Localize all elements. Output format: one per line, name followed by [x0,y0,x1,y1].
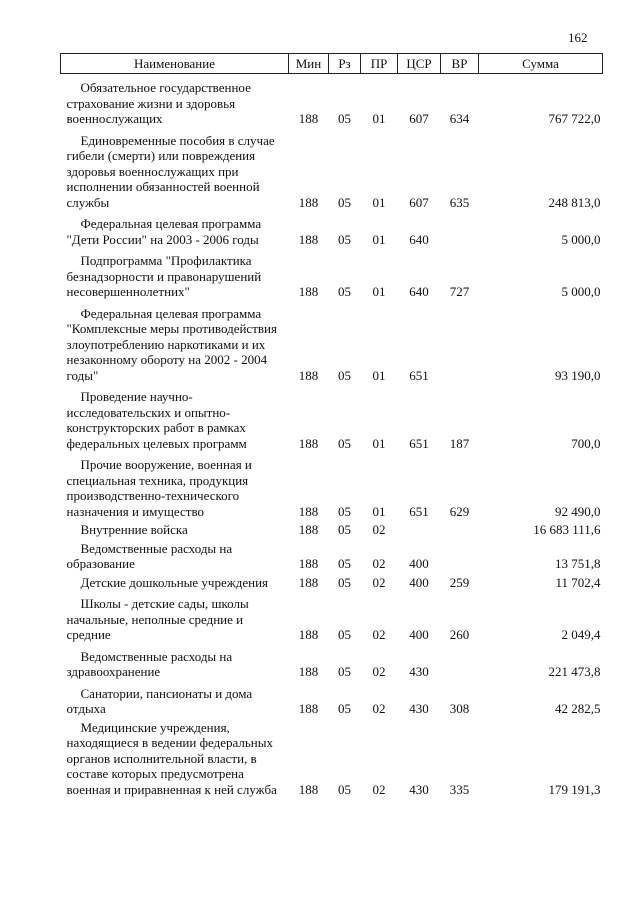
row-min: 188 [298,111,319,126]
row-csr: 640 [409,231,429,247]
header-vr: ВР [441,54,479,74]
row-min: 188 [298,664,319,679]
row-csr: 607 [409,111,429,126]
row-sum: 93 190,0 [555,367,601,383]
row-rz: 05 [338,111,351,126]
row-name: Ведомственные расходы на здравоохранение [66,648,233,679]
row-pr: 02 [372,522,386,537]
row-name: Единовременные пособия в случае гибели (смерти) или повреждения здоровья военнослужащих при исполнении обязанностей военной службы [66,132,275,210]
row-vr [441,519,479,538]
row-pr: 02 [372,664,386,679]
row-csr: 651 [409,503,429,519]
header-csr: ЦСР [398,54,441,74]
row-sum: 5 000,0 [561,231,601,247]
row-sum: 42 282,5 [555,701,601,716]
row-sum: 13 751,8 [555,556,601,571]
row-rz: 05 [338,503,351,519]
row-pr: 02 [372,701,386,716]
row-rz: 05 [338,556,351,571]
row-vr: 634 [449,111,470,126]
row-vr: 259 [449,574,470,590]
row-pr: 02 [372,781,386,797]
row-csr: 430 [409,781,429,797]
header-min: Мин [289,54,329,74]
page-number: 162 [568,30,588,45]
row-name: Санатории, пансионаты и дома отдыха [66,685,253,716]
row-pr: 01 [372,231,386,247]
row-rz: 05 [338,574,351,590]
row-csr: 651 [409,367,429,383]
row-csr: 430 [409,701,429,716]
table-row [61,717,603,798]
row-csr: 400 [409,574,429,590]
row-csr: 640 [409,284,429,299]
row-rz: 05 [338,231,351,247]
row-rz: 05 [338,664,351,679]
header-sum: Сумма [479,54,603,74]
row-vr [441,538,479,572]
row-name: Обязательное государственное страхование жизни и здоровья военнослужащих [66,80,251,126]
row-rz: 05 [338,627,351,642]
row-sum: 248 813,0 [548,194,601,210]
row-vr [441,210,479,247]
row-pr: 02 [372,574,386,590]
header-rz: Рз [329,54,361,74]
row-pr: 01 [372,111,386,126]
row-rz: 05 [338,701,351,716]
table-row [61,519,603,538]
row-min: 188 [298,435,319,451]
row-min: 188 [298,503,319,519]
row-pr: 02 [372,627,386,642]
row-min: 188 [298,627,319,642]
row-rz: 05 [338,367,351,383]
row-min: 188 [298,194,319,210]
row-name: Федеральная целевая программа "Дети России" на 2003 - 2006 годы [66,216,262,247]
row-vr [441,300,479,384]
row-sum: 16 683 111,6 [533,522,601,537]
row-min: 188 [298,574,319,590]
row-min: 188 [298,522,319,537]
row-min: 188 [298,367,319,383]
table-row [61,590,603,643]
table-row [61,643,603,680]
row-sum: 179 191,3 [548,781,601,797]
row-min: 188 [298,781,319,797]
row-sum: 767 722,0 [548,111,601,126]
table-row [61,383,603,451]
row-vr: 187 [449,435,470,451]
table-row [61,451,603,519]
row-sum: 11 702,4 [555,574,601,590]
row-sum: 2 049,4 [561,627,601,642]
header-name: Наименование [61,54,289,74]
row-csr: 651 [409,435,429,451]
row-min: 188 [298,701,319,716]
row-rz: 05 [338,435,351,451]
row-vr: 635 [449,194,470,210]
row-pr: 01 [372,284,386,299]
table-row [61,538,603,572]
row-csr: 400 [409,556,429,571]
row-vr: 335 [449,781,470,797]
row-sum: 92 490,0 [555,503,601,519]
row-csr [398,519,441,538]
row-name: Школы - детские сады, школы начальные, неполные средние и средние [66,596,249,642]
row-vr: 727 [449,284,470,299]
table-row [61,572,603,591]
table-row [61,210,603,247]
header-row [61,54,603,74]
table-row [61,127,603,211]
row-vr: 629 [449,503,470,519]
row-name: Подпрограмма "Профилактика безнадзорности и правонарушений несовершеннолетних" [66,253,262,299]
row-name: Ведомственные расходы на образование [66,540,233,571]
row-vr [441,643,479,680]
row-pr: 01 [372,194,386,210]
row-vr: 260 [449,627,470,642]
row-min: 188 [298,556,319,571]
row-name: Детские дошкольные учреждения [80,574,269,590]
row-min: 188 [298,231,319,247]
table-row [61,680,603,717]
row-sum: 5 000,0 [561,284,601,299]
table-row [61,74,603,127]
table-row [61,300,603,384]
row-name: Проведение научно-исследовательских и опытно-конструкторских работ в рамках федеральных целевых программ [66,389,247,451]
table-row [61,247,603,300]
row-csr: 607 [409,194,429,210]
row-vr: 308 [449,701,470,716]
row-pr: 02 [372,556,386,571]
row-rz: 05 [338,194,351,210]
row-pr: 01 [372,503,386,519]
row-pr: 01 [372,435,386,451]
row-name: Федеральная целевая программа "Комплексные меры противодействия злоупотреблению наркотиками и их незаконному обороту на 2002 - 2004 годы" [66,305,277,383]
row-name: Внутренние войска [80,522,188,537]
row-rz: 05 [338,522,351,537]
row-rz: 05 [338,781,351,797]
row-rz: 05 [338,284,351,299]
row-sum: 221 473,8 [548,664,601,679]
row-min: 188 [298,284,319,299]
row-name: Прочие вооружение, военная и специальная техника, продукция производственно-технического назначения и имущество [66,457,252,519]
row-csr: 430 [409,664,429,679]
budget-table [60,53,603,797]
row-sum: 700,0 [571,435,601,451]
row-csr: 400 [409,627,429,642]
row-name: Медицинские учреждения, находящиеся в ведении федеральных органов исполнительной власти, в составе которых предусмотрена военная и приравненная к ней служба [66,719,277,797]
row-pr: 01 [372,367,386,383]
header-pr: ПР [361,54,398,74]
